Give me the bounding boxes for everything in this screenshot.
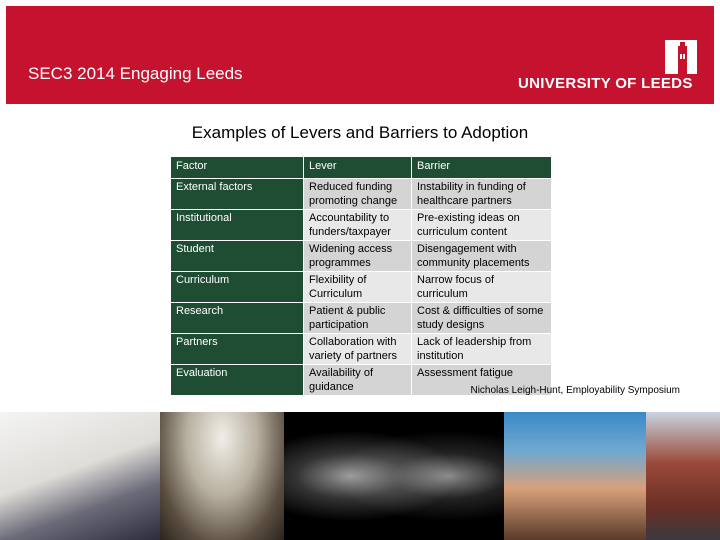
factor-cell: External factors bbox=[171, 179, 304, 210]
factor-cell: Evaluation bbox=[171, 365, 304, 396]
barrier-cell: Instability in funding of healthcare partners bbox=[412, 179, 552, 210]
photo-building bbox=[646, 412, 720, 540]
photo-xray bbox=[284, 412, 504, 540]
lever-cell: Patient & public participation bbox=[304, 303, 412, 334]
table-header-row bbox=[171, 157, 552, 179]
table-row bbox=[171, 210, 552, 241]
barrier-cell: Lack of leadership from institution bbox=[412, 334, 552, 365]
factor-cell: Curriculum bbox=[171, 272, 304, 303]
barrier-cell: Narrow focus of curriculum bbox=[412, 272, 552, 303]
header-factor: Factor bbox=[171, 157, 304, 179]
lever-cell: Widening access programmes bbox=[304, 241, 412, 272]
header-barrier: Barrier bbox=[412, 157, 552, 179]
table-row bbox=[171, 303, 552, 334]
photo-strip bbox=[0, 412, 720, 540]
factor-cell: Institutional bbox=[171, 210, 304, 241]
lever-cell: Reduced funding promoting change bbox=[304, 179, 412, 210]
factor-cell: Student bbox=[171, 241, 304, 272]
table-row bbox=[171, 272, 552, 303]
university-logo-icon bbox=[665, 40, 697, 74]
photo-library bbox=[160, 412, 284, 540]
barrier-cell: Assessment fatigue bbox=[412, 365, 552, 396]
barrier-cell: Disengagement with community placements bbox=[412, 241, 552, 272]
lever-cell: Availability of guidance bbox=[304, 365, 412, 396]
photo-classroom bbox=[0, 412, 160, 540]
barrier-cell: Pre-existing ideas on curriculum content bbox=[412, 210, 552, 241]
credit-text: Nicholas Leigh-Hunt, Employability Symposium bbox=[470, 385, 680, 396]
barrier-cell: Cost & difficulties of some study designs bbox=[412, 303, 552, 334]
university-logo-text: UNIVERSITY OF LEEDS bbox=[518, 75, 693, 92]
table-row bbox=[171, 179, 552, 210]
lever-cell: Accountability to funders/taxpayer bbox=[304, 210, 412, 241]
lever-cell: Collaboration with variety of partners bbox=[304, 334, 412, 365]
table-row bbox=[171, 241, 552, 272]
table-row bbox=[171, 334, 552, 365]
slide-heading: Examples of Levers and Barriers to Adoption bbox=[191, 123, 529, 142]
factor-cell: Partners bbox=[171, 334, 304, 365]
header-lever: Lever bbox=[304, 157, 412, 179]
header-banner bbox=[6, 6, 714, 104]
lever-cell: Flexibility of Curriculum bbox=[304, 272, 412, 303]
photo-students-lab bbox=[504, 412, 646, 540]
levers-barriers-table bbox=[170, 156, 552, 396]
presentation-title: SEC3 2014 Engaging Leeds bbox=[28, 64, 243, 83]
factor-cell: Research bbox=[171, 303, 304, 334]
